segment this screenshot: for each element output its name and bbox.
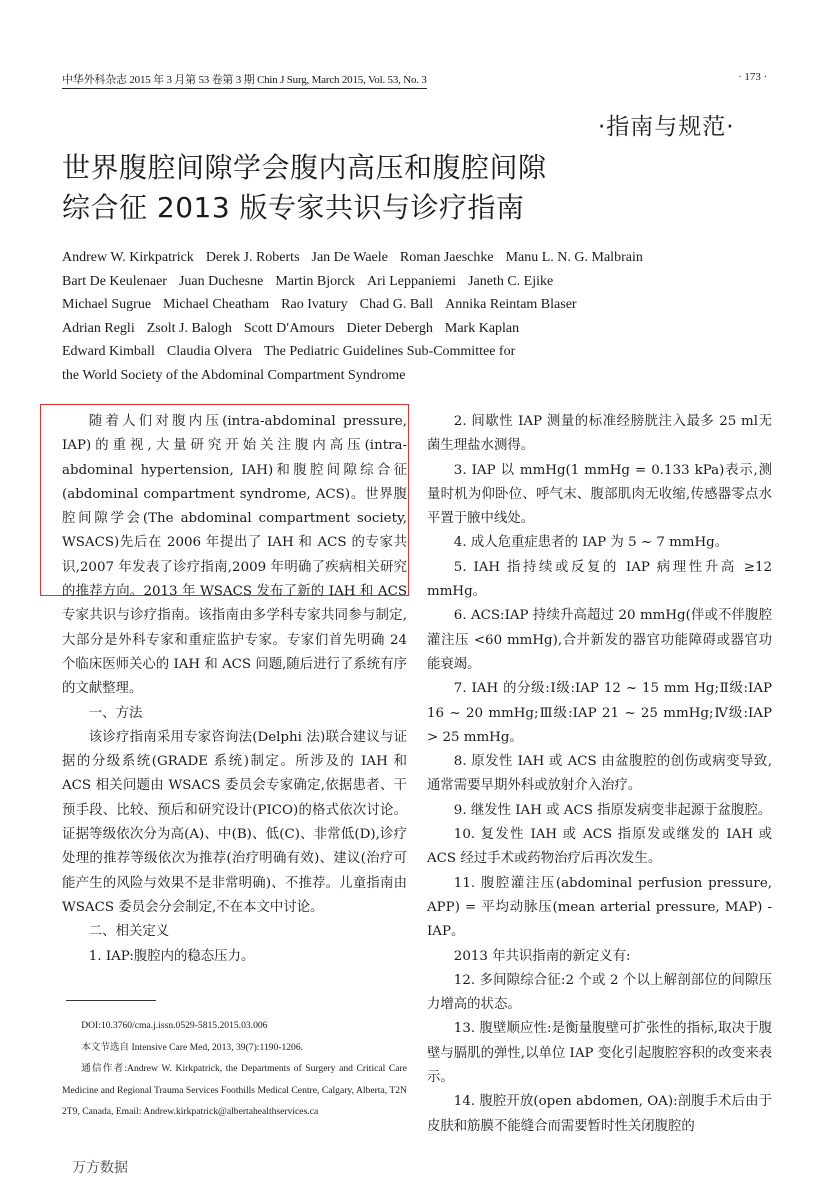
author-line <box>62 340 742 364</box>
author-name: The Pediatric Guidelines Sub-Committee for <box>264 344 516 359</box>
author-name: Juan Duchesne <box>178 273 264 289</box>
section-label: ·指南与规范· <box>598 114 735 140</box>
definition-item: 4. 成人危重症患者的 IAP 为 5 ~ 7 mmHg。 <box>453 535 729 551</box>
author-name: Bart De Keulenaer <box>62 273 167 289</box>
author-name: Chad G. Ball <box>359 297 434 312</box>
author-name: Michael Sugrue <box>62 297 152 312</box>
running-header <box>62 71 427 89</box>
watermark: 万方数据 <box>72 1160 128 1176</box>
author-name: Dieter Debergh <box>346 320 433 336</box>
definition-item: 13. 腹壁顺应性:是衡量腹壁可扩张性的指标,取决于腹壁与膈肌的弹性,以单位 IAP 变化引起腹腔容积的改变来表示。 <box>427 1021 772 1086</box>
author-name: Manu L. N. G. Malbrain <box>505 250 643 265</box>
page-number: · 173 · <box>738 71 768 83</box>
author-name: Claudia Olvera <box>166 344 253 359</box>
definition-item: 8. 原发性 IAH 或 ACS 由盆腹腔的创伤或病变导致,通常需要早期外科或放射介入治疗。 <box>427 754 772 794</box>
author-name: Rao Ivatury <box>281 297 348 312</box>
definition-item: 9. 继发性 IAH 或 ACS 指原发病变非起源于盆腹腔。 <box>453 802 772 818</box>
author-name: Roman Jaeschke <box>399 250 494 265</box>
footnote-divider <box>66 1000 156 1001</box>
methods-paragraph: 该诊疗指南采用专家咨询法(Delphi 法)联合建议与证据的分级系统(GRADE 系统)制定。所涉及的 IAH 和 ACS 相关问题由 WSACS 委员会专家确定,依据患者、干预手段、比较、预后和研究设计(PICO)的格式依次讨论。证据等级依次分为高(A)、中(B)、低(C)、非常低(D),诊疗处理的推荐等级依次为推荐(治疗明确有效)、建议(治疗可能产生的风险与效果不是非常明确)、不推荐。儿童指南由 WSACS 委员会分会制定,不在本文中讨论。 <box>62 729 407 915</box>
author-name: Zsolt J. Balogh <box>146 320 232 336</box>
author-name: Andrew W. Kirkpatrick <box>62 250 194 265</box>
intro-paragraph: 随着人们对腹内压(intra-abdominal pressure, IAP)的重视,大量研究开始关注腹内高压(intra-abdominal hypertension, IAH)和腹腔间隙综合征(abdominal compartment syndrome, ACS)。世界腹腔间隙学会(The abdominal compartment society, WSACS)先后在 2006 年提出了 IAH 和 ACS 的专家共识,2007 年发表了诊疗指南,2009 年明确了疾病相关研究的推荐方向。2013 年 WSACS 发布了新的 IAH 和 ACS 专家共识与诊疗指南。该指南由多学科专家共同参与制定,大部分是外科专家和重症监护专家。专家们首先明确 24 个临床医师关心的 IAH 和 ACS 问题,随后进行了系统有序的文献整理。 <box>62 414 407 697</box>
author-name: Mark Kaplan <box>444 320 520 336</box>
author-name: Scott D′Amours <box>243 320 335 336</box>
author-name: Michael Cheatham <box>163 297 270 312</box>
author-list <box>62 246 742 387</box>
title-line-2: 综合征 2013 版专家共识与诊疗指南 <box>62 191 525 224</box>
left-column <box>62 410 407 969</box>
definition-item: 5. IAH 指持续或反复的 IAP 病理性升高 ≥12 mmHg。 <box>427 559 772 600</box>
author-name: Adrian Regli <box>62 320 135 336</box>
author-line <box>62 270 742 294</box>
author-line <box>62 317 742 341</box>
definition-item-1: 1. IAP:腹腔内的稳态压力。 <box>88 948 255 964</box>
author-line <box>62 364 742 388</box>
section-heading-methods: 一、方法 <box>88 705 143 721</box>
definition-item: 2013 年共识指南的新定义有: <box>453 948 631 964</box>
definition-item: 6. ACS:IAP 持续升高超过 20 mmHg(伴或不伴腹腔灌注压 <60 mmHg),合并新发的器官功能障碍或器官功能衰竭。 <box>427 608 772 672</box>
source-note: 本文节选自 Intensive Care Med, 2013, 39(7):1190-1206. <box>81 1041 304 1053</box>
article-title <box>62 148 547 228</box>
author-line <box>62 293 742 317</box>
definition-item: 11. 腹腔灌注压(abdominal perfusion pressure, APP) = 平均动脉压(mean arterial pressure, MAP) - IAP。 <box>427 875 772 940</box>
definition-item: 3. IAP 以 mmHg(1 mmHg = 0.133 kPa)表示,测量时机为仰卧位、呼气末、腹部肌肉无收缩,传感器零点水平置于腋中线处。 <box>427 462 772 527</box>
author-name: Edward Kimball <box>62 344 155 359</box>
author-name: the World Society of the Abdominal Compartment Syndrome <box>62 367 406 383</box>
author-name: Derek J. Roberts <box>205 250 300 265</box>
definition-item: 2. 间歇性 IAP 测量的标准经膀胱注入最多 25 ml无菌生理盐水测得。 <box>427 414 772 454</box>
definition-item: 10. 复发性 IAH 或 ACS 指原发或继发的 IAH 或 ACS 经过手术或药物治疗后再次发生。 <box>427 827 772 867</box>
author-name: Annika Reintam Blaser <box>445 297 577 312</box>
author-name: Jan De Waele <box>311 250 388 265</box>
author-name: Martin Bjorck <box>275 273 356 289</box>
doi-link[interactable]: DOI:10.3760/cma.j.issn.0529-5815.2015.03.006 <box>81 1020 268 1031</box>
author-name: Janeth C. Ejike <box>468 273 554 289</box>
definition-item: 12. 多间隙综合征:2 个或 2 个以上解剖部位的间隙压力增高的状态。 <box>427 972 772 1013</box>
title-line-1: 世界腹腔间隙学会腹内高压和腹腔间隙 <box>62 151 547 184</box>
definition-item: 7. IAH 的分级:Ⅰ级:IAP 12 ~ 15 mm Hg;Ⅱ级:IAP 16 ~ 20 mmHg;Ⅲ级:IAP 21 ~ 25 mmHg;Ⅳ级:IAP > 25 mmHg。 <box>427 681 772 745</box>
journal-citation: 中华外科杂志 2015 年 3 月第 53 卷第 3 期 Chin J Surg, March 2015, Vol. 53, No. 3 <box>62 71 427 89</box>
correspondence-note: 通信作者:Andrew W. Kirkpatrick, the Departments of Surgery and Critical Care Medicine and Regional Trauma Services Foothills Medical Centre, Calgary, Alberta, T2N 2T9, Canada, Email: Andrew.kirkpatrick@albertahealthservices.ca <box>62 1063 407 1117</box>
author-name: Ari Leppaniemi <box>367 273 457 289</box>
section-heading-definitions: 二、相关定义 <box>88 924 170 940</box>
right-column <box>427 410 772 1139</box>
footnotes <box>62 1015 407 1123</box>
definition-item: 14. 腹腔开放(open abdomen, OA):剖腹手术后由于皮肤和筋膜不能缝合而需要暂时性关闭腹腔的 <box>427 1094 772 1134</box>
author-line <box>62 246 742 270</box>
